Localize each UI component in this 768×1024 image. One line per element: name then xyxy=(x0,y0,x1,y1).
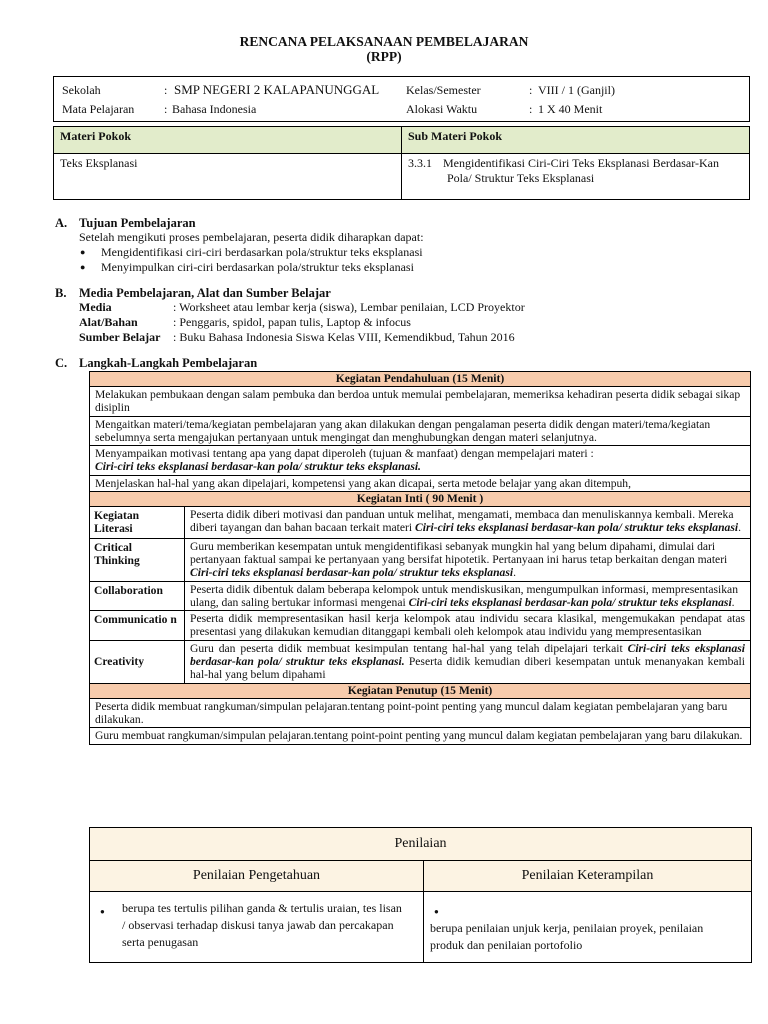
langkah-table xyxy=(89,371,751,745)
inti-materi: Ciri-ciri teks eksplanasi berdasar-kan pola/ struktur teks eksplanasi xyxy=(408,595,732,609)
materi-pokok-value: Teks Eksplanasi xyxy=(54,154,402,200)
materi-pokok-header: Materi Pokok xyxy=(54,127,402,154)
inti-materi: Ciri-ciri teks eksplanasi berdasar-kan pola/ struktur teks eksplanasi xyxy=(190,566,514,580)
penutup-header: Kegiatan Penutup (15 Menit) xyxy=(90,683,751,698)
penilaian-keterampilan-text: berupa penilaian unjuk kerja, penilaian proyek, penilaian produk dan penilaian portofolio xyxy=(430,921,704,952)
tujuan-intro: Setelah mengikuti proses pembelajaran, peserta didik diharapkan dapat: xyxy=(79,230,424,244)
inti-label: Creativity xyxy=(90,640,185,683)
colon: : xyxy=(529,83,533,97)
tujuan-item: Menyimpulkan ciri-ciri berdasarkan pola/struktur teks eksplanasi xyxy=(101,260,414,274)
sekolah-label: Sekolah xyxy=(62,83,101,97)
pendahuluan-header: Kegiatan Pendahuluan (15 Menit) xyxy=(90,372,751,387)
sub-materi-cell xyxy=(402,154,750,200)
section-media-heading xyxy=(55,286,331,301)
document-subtitle: (RPP) xyxy=(366,49,402,64)
penilaian-pengetahuan-text: berupa tes tertulis pilihan ganda & tertulis uraian, tes lisan / observasi terhadap diskusi tanya jawab dan percakapan serta penugasan xyxy=(122,901,402,949)
inti-text: Peserta didik dibentuk dalam beberapa kelompok untuk mendiskusikan, mengumpulkan informasi, mempresentasikan ulang, dan saling bertukar informasi mengenai xyxy=(190,582,739,609)
sekolah-value: SMP NEGERI 2 KALAPANUNGGAL xyxy=(174,82,380,97)
penutup-row: Guru membuat rangkuman/simpulan pelajaran.tentang point-point penting yang muncul dalam kegiatan pembelajaran yang baru dilakukan. xyxy=(90,728,751,744)
sub-materi-header: Sub Materi Pokok xyxy=(402,127,750,154)
penutup-row: Peserta didik membuat rangkuman/simpulan pelajaran.tentang point-point penting yang muncul dalam kegiatan pembelajaran yang baru dilakukan. xyxy=(90,698,751,728)
alat-value: : Penggaris, spidol, papan tulis, Laptop & infocus xyxy=(173,315,411,329)
section-letter: C. xyxy=(55,356,68,370)
inti-text-cell xyxy=(185,581,751,611)
section-title: Langkah-Langkah Pembelajaran xyxy=(79,356,258,370)
penilaian-pengetahuan-cell xyxy=(90,892,424,963)
penilaian-keterampilan-header: Penilaian Keterampilan xyxy=(424,861,752,892)
penilaian-table xyxy=(89,827,752,963)
kelas-label: Kelas/Semester xyxy=(406,83,481,97)
sub-materi-line1: Mengidentifikasi Ciri-Ciri Teks Eksplanasi Berdasar-Kan xyxy=(443,156,719,170)
pendahuluan-materi: Ciri-ciri teks eksplanasi berdasar-kan pola/ struktur teks eksplanasi. xyxy=(95,460,421,474)
bullet-icon: ● xyxy=(434,907,439,916)
sumber-label: Sumber Belajar xyxy=(79,330,161,344)
inti-text-cell xyxy=(185,507,751,539)
pendahuluan-text: Menyampaikan motivasi tentang apa yang dapat diperoleh (tujuan & manfaat) dengan mempelajari materi : xyxy=(95,447,594,461)
pendahuluan-row xyxy=(90,446,751,476)
bullet-icon: ● xyxy=(100,907,105,916)
inti-text: Guru dan peserta didik membuat kesimpulan tentang hal-hal yang telah dipelajari terkait xyxy=(190,641,628,655)
inti-label: Critical Thinking xyxy=(90,538,185,581)
inti-materi: Ciri-ciri teks eksplanasi berdasar-kan pola/ struktur teks eksplanasi. xyxy=(190,641,745,669)
mapel-label: Mata Pelajaran xyxy=(62,102,135,116)
colon: : xyxy=(164,83,168,97)
inti-text-after: . xyxy=(513,566,516,580)
inti-text-after: Peserta didik kemudian diberi kesempatan untuk menanyakan kembali hal-hal yang belum dipahami xyxy=(190,655,745,682)
inti-text: Peserta didik mempresentasikan hasil kerja kelompok atau individu secara klasikal, mengemukakan pendapat atas presentasi yang dilakukan kemudian ditanggapi kembali oleh kelompok atau individu yang mempresentasikan xyxy=(190,612,745,639)
inti-header: Kegiatan Inti ( 90 Menit ) xyxy=(90,492,751,507)
inti-text: Guru memberikan kesempatan untuk mengidentifikasi sebanyak mungkin hal yang belum dipahami, dimulai dari pertanyaan faktual sampai ke pertanyaan yang bersifat hipotetik. Pertanyaan ini harus tetap berkaitan dengan materi xyxy=(190,539,728,566)
penilaian-title: Penilaian xyxy=(90,828,752,861)
kelas-value: VIII / 1 (Ganjil) xyxy=(538,83,615,97)
pendahuluan-row: Melakukan pembukaan dengan salam pembuka dan berdoa untuk memulai pembelajaran, memeriksa kehadiran peserta didik sebagai sikap disiplin xyxy=(90,387,751,417)
pendahuluan-row: Menjelaskan hal-hal yang akan dipelajari, kompetensi yang akan dicapai, serta metode belajar yang akan ditempuh, xyxy=(90,475,751,491)
alokasi-label: Alokasi Waktu xyxy=(406,102,478,116)
inti-label: Collaboration xyxy=(90,581,185,611)
pendahuluan-row: Mengaitkan materi/tema/kegiatan pembelajaran yang akan dilakukan dengan pengalaman peserta didik dengan materi/tema/kegiatan sebelumnya serta mengajukan pertanyaan untuk mengingat dan menghubungkan dengan materi selanjutnya. xyxy=(90,416,751,446)
penilaian-keterampilan-cell xyxy=(424,892,752,963)
inti-text-after: . xyxy=(738,521,741,535)
materi-table xyxy=(53,126,750,200)
section-langkah-heading xyxy=(55,356,257,371)
inti-label: Kegiatan Literasi xyxy=(90,507,185,539)
colon: : xyxy=(164,102,168,116)
sub-materi-number: 3.3.1 xyxy=(408,156,432,170)
sub-materi-line2: Pola/ Struktur Teks Eksplanasi xyxy=(447,171,595,185)
inti-text: Peserta didik diberi motivasi dan panduan untuk melihat, mengamati, membaca dan menuliskannya kembali. Mereka diberi tayangan dan bahan bacaan terkait materi xyxy=(190,508,734,535)
section-letter: A. xyxy=(55,216,68,230)
inti-text-cell xyxy=(185,640,751,683)
media-label: Media xyxy=(79,300,112,314)
inti-text-cell xyxy=(185,611,751,641)
sumber-value: : Buku Bahasa Indonesia Siswa Kelas VIII, Kemendikbud, Tahun 2016 xyxy=(173,330,515,344)
inti-text-after: . xyxy=(731,595,735,609)
media-value: : Worksheet atau lembar kerja (siswa), Lembar penilaian, LCD Proyektor xyxy=(173,300,525,314)
inti-label: Communicatio n xyxy=(90,611,185,641)
section-tujuan-heading xyxy=(55,216,196,231)
bullet-icon: ● xyxy=(80,262,86,272)
info-box xyxy=(53,76,750,122)
bullet-icon: ● xyxy=(80,247,86,257)
inti-materi: Ciri-ciri teks eksplanasi berdasar-kan pola/ struktur teks eksplanasi xyxy=(415,521,739,535)
colon: : xyxy=(529,102,533,116)
document-title: RENCANA PELAKSANAAN PEMBELAJARAN xyxy=(239,34,529,49)
inti-text-cell xyxy=(185,538,751,581)
alokasi-value: 1 X 40 Menit xyxy=(538,102,603,116)
mapel-value: Bahasa Indonesia xyxy=(172,102,257,116)
alat-label: Alat/Bahan xyxy=(79,315,138,329)
penilaian-pengetahuan-header: Penilaian Pengetahuan xyxy=(90,861,424,892)
section-title: Tujuan Pembelajaran xyxy=(79,216,196,230)
tujuan-item: Mengidentifikasi ciri-ciri berdasarkan pola/struktur teks eksplanasi xyxy=(101,245,423,259)
section-title: Media Pembelajaran, Alat dan Sumber Belajar xyxy=(79,286,331,300)
section-letter: B. xyxy=(55,286,67,300)
